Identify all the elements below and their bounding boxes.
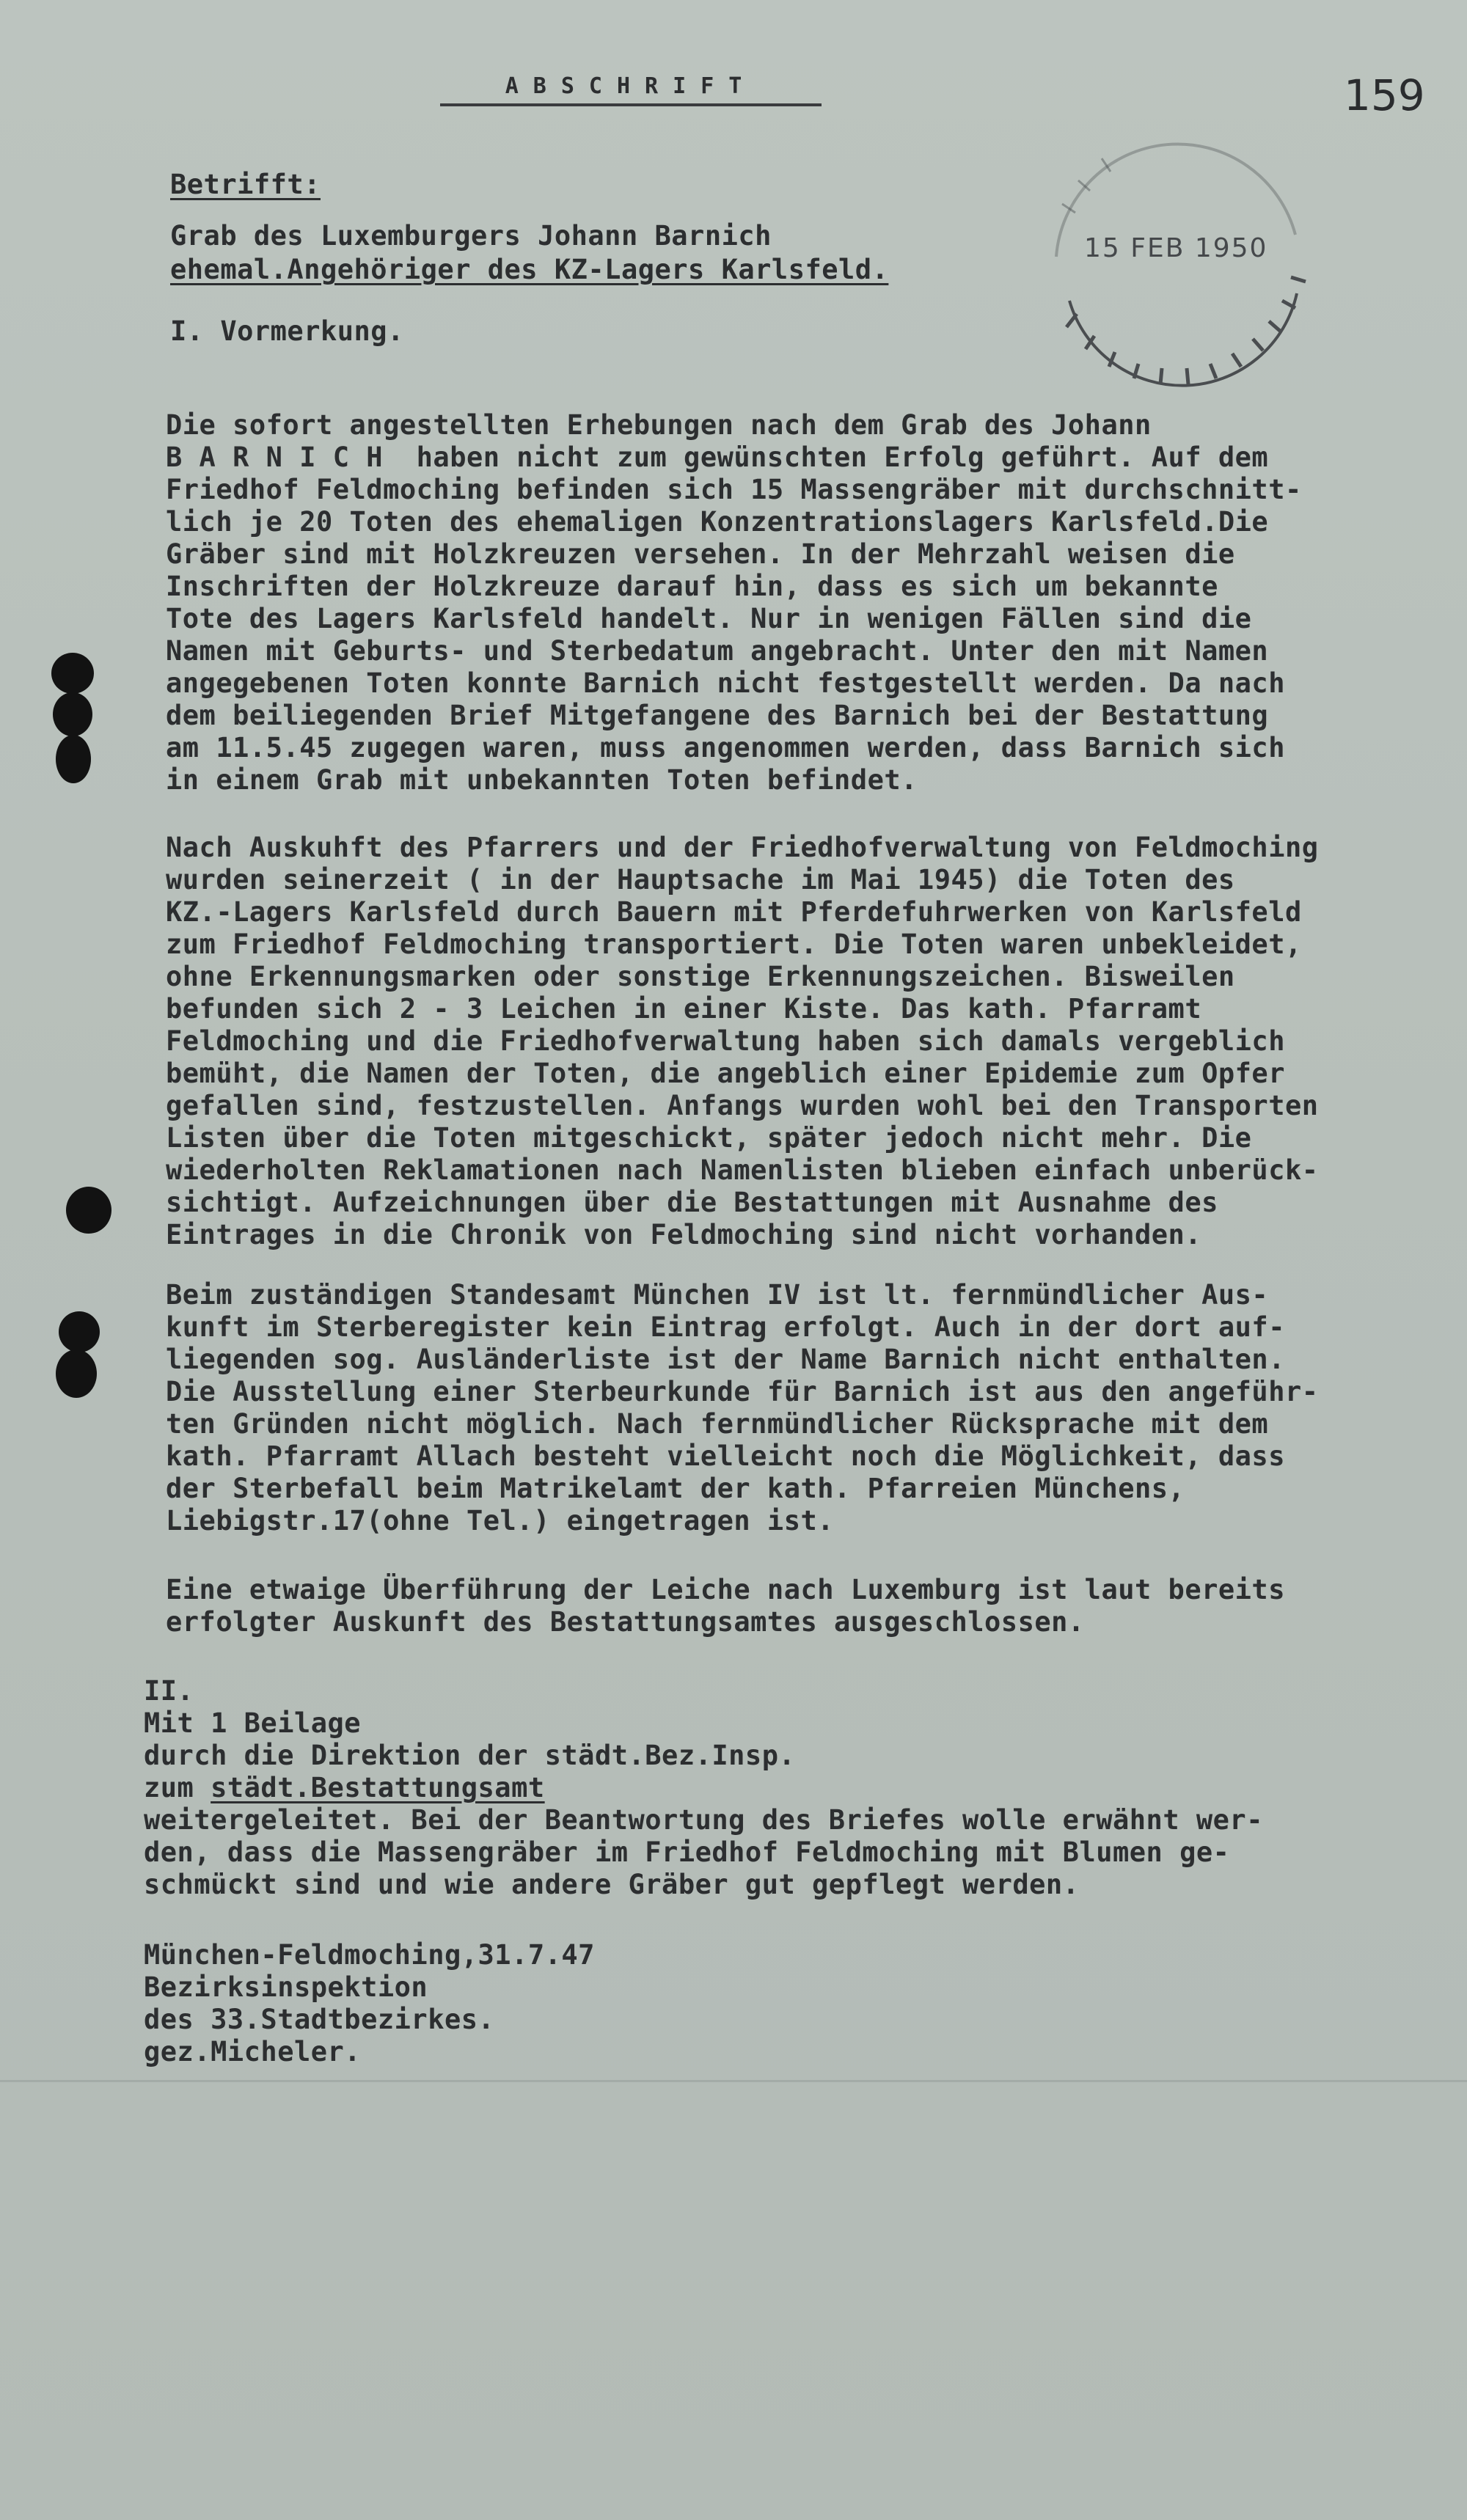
paragraph-line: KZ.-Lagers Karlsfeld durch Bauern mit Pferdefuhrwerken von Karlsfeld — [166, 896, 1302, 928]
paragraph-line: Nach Auskuhft des Pfarrers und der Friedhofverwaltung von Feldmoching — [166, 832, 1319, 863]
punch-hole — [56, 735, 91, 783]
paragraph-line: befunden sich 2 - 3 Leichen in einer Kiste. Das kath. Pfarramt — [166, 993, 1202, 1025]
punch-hole — [59, 1311, 100, 1352]
paragraph-line: B A R N I C H haben nicht zum gewünschten Erfolg geführt. Auf dem — [166, 442, 1269, 473]
section-two-line: den, dass die Massengräber im Friedhof Feldmoching mit Blumen ge- — [144, 1836, 1230, 1868]
section-heading — [170, 317, 404, 346]
paragraph-line: in einem Grab mit unbekannten Toten befindet. — [166, 764, 918, 796]
recipient-office: städt.Bestattungsamt — [211, 1772, 545, 1803]
punch-hole — [53, 692, 92, 736]
paragraph-line: am 11.5.45 zugegen waren, muss angenommen werden, dass Barnich sich — [166, 732, 1285, 763]
subject-label: Betrifft: — [170, 169, 321, 200]
section-heading-text: I. Vormerkung. — [170, 315, 404, 347]
paragraph-line: angegebenen Toten konnte Barnich nicht festgestellt werden. Da nach — [166, 667, 1285, 699]
paragraph-line: der Sterbefall beim Matrikelamt der kath. Pfarreien Münchens, — [166, 1473, 1185, 1504]
section-two-label: II. — [144, 1675, 194, 1707]
punch-hole — [56, 1349, 97, 1398]
signature-line: Bezirksinspektion — [144, 1971, 428, 2003]
paragraph-line: liegenden sog. Ausländerliste ist der Name Barnich nicht enthalten. — [166, 1344, 1285, 1375]
paragraph-line: Tote des Lagers Karlsfeld handelt. Nur in wenigen Fällen sind die — [166, 603, 1252, 634]
paragraph-line: sichtigt. Aufzeichnungen über die Bestattungen mit Ausnahme des — [166, 1187, 1218, 1218]
paragraph-line: Die Ausstellung einer Sterbeurkunde für Barnich ist aus den angeführ- — [166, 1376, 1319, 1407]
punch-hole — [66, 1187, 111, 1234]
paragraph-line: wiederholten Reklamationen nach Namenlisten blieben einfach unberück- — [166, 1154, 1319, 1186]
paragraph-line: Friedhof Feldmoching befinden sich 15 Massengräber mit durchschnitt- — [166, 474, 1302, 505]
paragraph-line: kunft im Sterberegister kein Eintrag erfolgt. Auch in der dort auf- — [166, 1311, 1285, 1343]
stamp-date: 15 FEB 1950 — [1084, 233, 1268, 263]
paragraph-line: bemüht, die Namen der Toten, die angeblich einer Epidemie zum Opfer — [166, 1058, 1285, 1089]
paragraph-line: Beim zuständigen Standesamt München IV ist lt. fernmündlicher Aus- — [166, 1279, 1269, 1311]
paragraph-line: Namen mit Geburts- und Sterbedatum angebracht. Unter den mit Namen — [166, 635, 1269, 667]
recipient-prefix: zum — [144, 1772, 211, 1803]
paragraph-line: Die sofort angestellten Erhebungen nach dem Grab des Johann — [166, 409, 1152, 441]
paragraph-line: Gräber sind mit Holzkreuzen versehen. In der Mehrzahl weisen die — [166, 538, 1235, 570]
paragraph-line: zum Friedhof Feldmoching transportiert. Die Toten waren unbekleidet, — [166, 928, 1302, 960]
paragraph-line: Listen über die Toten mitgeschickt, später jedoch nicht mehr. Die — [166, 1122, 1252, 1154]
paragraph-line: lich je 20 Toten des ehemaligen Konzentrationslagers Karlsfeld.Die — [166, 506, 1269, 538]
paragraph-line: ohne Erkennungsmarken oder sonstige Erkennungszeichen. Bisweilen — [166, 961, 1235, 992]
section-two-line: durch die Direktion der städt.Bez.Insp. — [144, 1740, 796, 1771]
paragraph-line: erfolgter Auskunft des Bestattungsamtes ausgeschlossen. — [166, 1606, 1085, 1638]
paragraph-line: Eine etwaige Überführung der Leiche nach Luxemburg ist laut bereits — [166, 1574, 1285, 1605]
paper-fold — [0, 2080, 1467, 2082]
punch-hole — [51, 653, 94, 694]
paragraph-line: kath. Pfarramt Allach besteht vielleicht noch die Möglichkeit, dass — [166, 1440, 1285, 1472]
paragraph-line: Eintrages in die Chronik von Feldmoching sind nicht vorhanden. — [166, 1219, 1202, 1250]
paragraph-line: ten Gründen nicht möglich. Nach fernmündlicher Rücksprache mit dem — [166, 1408, 1269, 1440]
section-two-line: Mit 1 Beilage — [144, 1707, 362, 1739]
paragraph-line: gefallen sind, festzustellen. Anfangs wurden wohl bei den Transporten — [166, 1090, 1319, 1121]
section-two-line: schmückt sind und wie andere Gräber gut gepflegt werden. — [144, 1869, 1080, 1900]
section-two-recipient — [144, 1773, 545, 1803]
signature-line: gez.Micheler. — [144, 2036, 362, 2067]
section-two-line: weitergeleitet. Bei der Beantwortung des Briefes wolle erwähnt wer- — [144, 1804, 1263, 1836]
paragraph-line: dem beiliegenden Brief Mitgefangene des Barnich bei der Bestattung — [166, 700, 1269, 731]
page-number: 159 — [1344, 70, 1425, 120]
paragraph-line: Liebigstr.17(ohne Tel.) eingetragen ist. — [166, 1505, 835, 1536]
paragraph-line: Feldmoching und die Friedhofverwaltung haben sich damals vergeblich — [166, 1025, 1285, 1057]
document-header: ABSCHRIFT — [440, 73, 822, 106]
paragraph-line: Inschriften der Holzkreuze darauf hin, dass es sich um bekannte — [166, 571, 1218, 602]
subject-line: Grab des Luxemburgers Johann Barnich — [170, 220, 772, 252]
paragraph-line: wurden seinerzeit ( in der Hauptsache im Mai 1945) die Toten des — [166, 864, 1235, 895]
signature-line: München-Feldmoching,31.7.47 — [144, 1939, 595, 1971]
subject-line: ehemal.Angehöriger des KZ-Lagers Karlsfeld. — [170, 254, 889, 285]
signature-line: des 33.Stadtbezirkes. — [144, 2004, 495, 2035]
